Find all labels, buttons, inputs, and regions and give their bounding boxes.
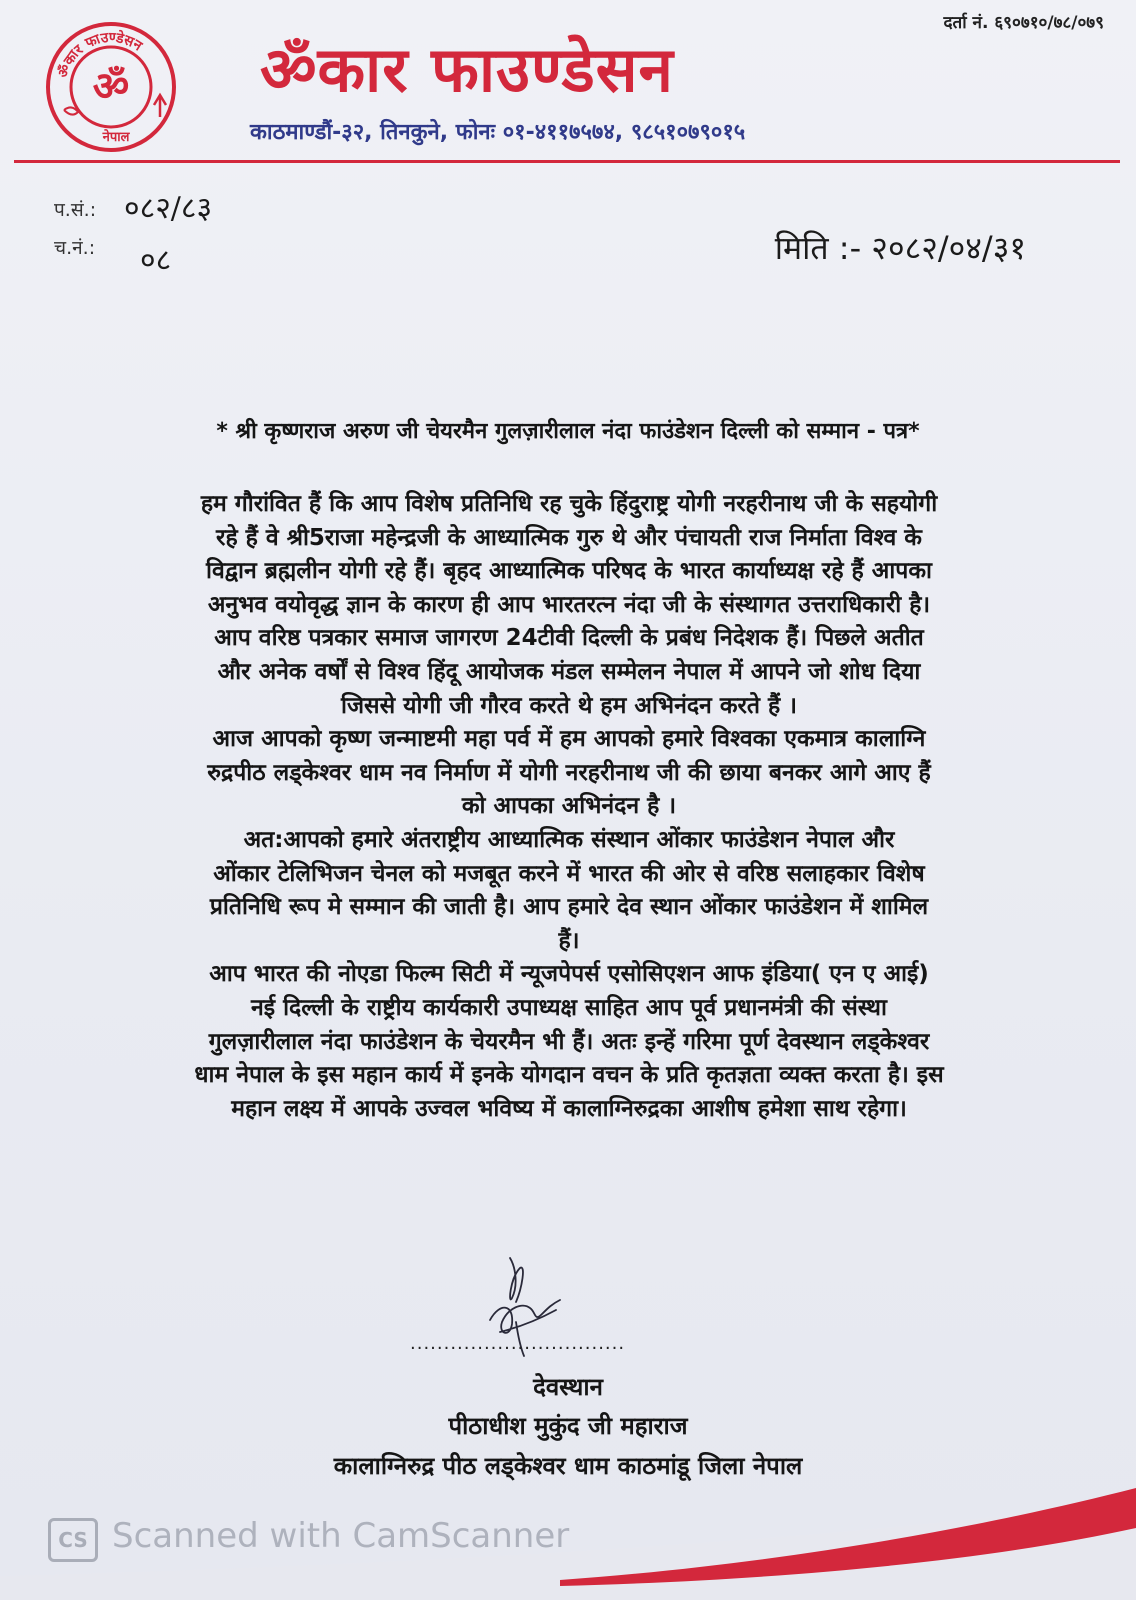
signature-dotted-line: ................................	[410, 1333, 626, 1354]
signatory-address: कालाग्निरुद्र पीठ लड्केश्वर धाम काठमांडू जिला नेपाल	[333, 1452, 803, 1480]
body-line: को आपका अभिनंदन है ।	[461, 793, 677, 820]
header-divider	[14, 160, 1120, 163]
body-line: अत:आपको हमारे अंतराष्ट्रीय आध्यात्मिक संस्थान ओंकार फाउंडेशन नेपाल और	[243, 826, 895, 853]
camscanner-logo-icon: CS	[48, 1518, 98, 1562]
body-line: नई दिल्ली के राष्ट्रीय कार्यकारी उपाध्यक्ष साहित आप पूर्व प्रधानमंत्री की संस्था	[251, 994, 887, 1021]
cha-nam-label: च.नं.:	[54, 237, 96, 259]
registration-number: दर्ता नं. ६९०७१०/७८/०७९	[943, 13, 1104, 33]
organization-name: ॐकार फाउण्डेसन	[260, 33, 674, 106]
body-line: रुद्रपीठ लड्केश्वर धाम नव निर्माण में योगी नरहरीनाथ जी की छाया बनकर आगे आए हैं	[207, 759, 931, 786]
foundation-seal-icon	[44, 20, 178, 154]
body-line: और अनेक वर्षों से विश्व हिंदू आयोजक मंडल सम्मेलन नेपाल में आपने जो शोध दिया	[217, 658, 921, 685]
organization-address: काठमाण्डौं-३२, तिनकुने, फोनः ०१-४११७५७४, ९८५१०७९०१५	[250, 120, 746, 145]
signatory-name: पीठाधीश मुकुंद जी महाराज	[448, 1412, 688, 1440]
body-line: गुलज़ारीलाल नंदा फाउंडेशन के चेयरमैन भी हैं। अतः इन्हें गरिमा पूर्ण देवस्थान लड्केश्वर	[208, 1028, 930, 1055]
body-line: प्रतिनिधि रूप मे सम्मान की जाती है। आप हमारे देव स्थान ओंकार फाउंडेशन में शामिल	[209, 894, 929, 921]
body-line: अनुभव वयोवृद्ध ज्ञान के कारण ही आप भारतरत्न नंदा जी के संस्थागत उत्तराधिकारी है।	[207, 591, 931, 618]
body-line: हैं।	[558, 927, 580, 954]
body-line: आज आपको कृष्ण जन्माष्टमी महा पर्व में हम आपको हमारे विश्वका एकमात्र कालाग्नि	[212, 726, 926, 753]
body-line: आप भारत की नोएडा फिल्म सिटी में न्यूजपेपर्स एसोसिएशन आफ इंडिया( एन ए आई)	[209, 961, 929, 988]
pa-san-label: प.सं.:	[54, 199, 97, 221]
cha-nam-value: ०८	[140, 243, 172, 278]
letter-body	[36, 488, 1102, 1126]
body-line: हम गौरांवित हैं कि आप विशेष प्रतिनिधि रह चुके हिंदुराष्ट्र योगी नरहरीनाथ जी के सहयोगी	[200, 491, 938, 517]
body-line: धाम नेपाल के इस महान कार्य में इनके योगदान वचन के प्रति कृतज्ञता व्यक्त करता है। इस	[194, 1062, 944, 1089]
pa-san-value: ०८२/८३	[124, 191, 213, 226]
body-line: रहे हैं वे श्री5राजा महेन्द्रजी के आध्यात्मिक गुरु थे और पंचायती राज निर्माता विश्व के	[216, 524, 922, 551]
body-line: आप वरिष्ठ पत्रकार समाज जागरण 24टीवी दिल्ली के प्रबंध निदेशक हैं। पिछले अतीत	[214, 625, 924, 652]
body-line: विद्वान ब्रह्मलीन योगी रहे हैं। बृहद आध्यात्मिक परिषद के भारत कार्याध्यक्ष रहे हैं आपका	[206, 558, 932, 585]
body-line: जिससे योगी जी गौरव करते थे हम अभिनंदन करते हैं ।	[341, 692, 797, 719]
camscanner-watermark: Scanned with CamScanner	[112, 1516, 570, 1556]
body-line: ओंकार टेलिभिजन चेनल को मजबूत करने में भारत की ओर से वरिष्ठ सलाहकार विशेष	[213, 860, 925, 887]
svg-text:नेपाल: नेपाल	[102, 130, 130, 145]
signatory-title: देवस्थान	[533, 1373, 603, 1401]
body-line: महान लक्ष्य में आपके उज्वल भविष्य में कालाग्निरुद्रका आशीष हमेशा साथ रहेगा।	[231, 1095, 907, 1122]
svg-text:ॐ: ॐ	[92, 64, 130, 110]
letter-date: मिति :- २०८२/०४/३१	[774, 229, 1026, 267]
svg-text:ॐकार फाउण्डेसन: ॐकार फाउण्डेसन	[55, 29, 145, 80]
letter-subject: * श्री कृष्णराज अरुण जी चेयरमैन गुलज़ारीलाल नंदा फाउंडेशन दिल्ली को सम्मान - पत्र*	[216, 419, 920, 444]
